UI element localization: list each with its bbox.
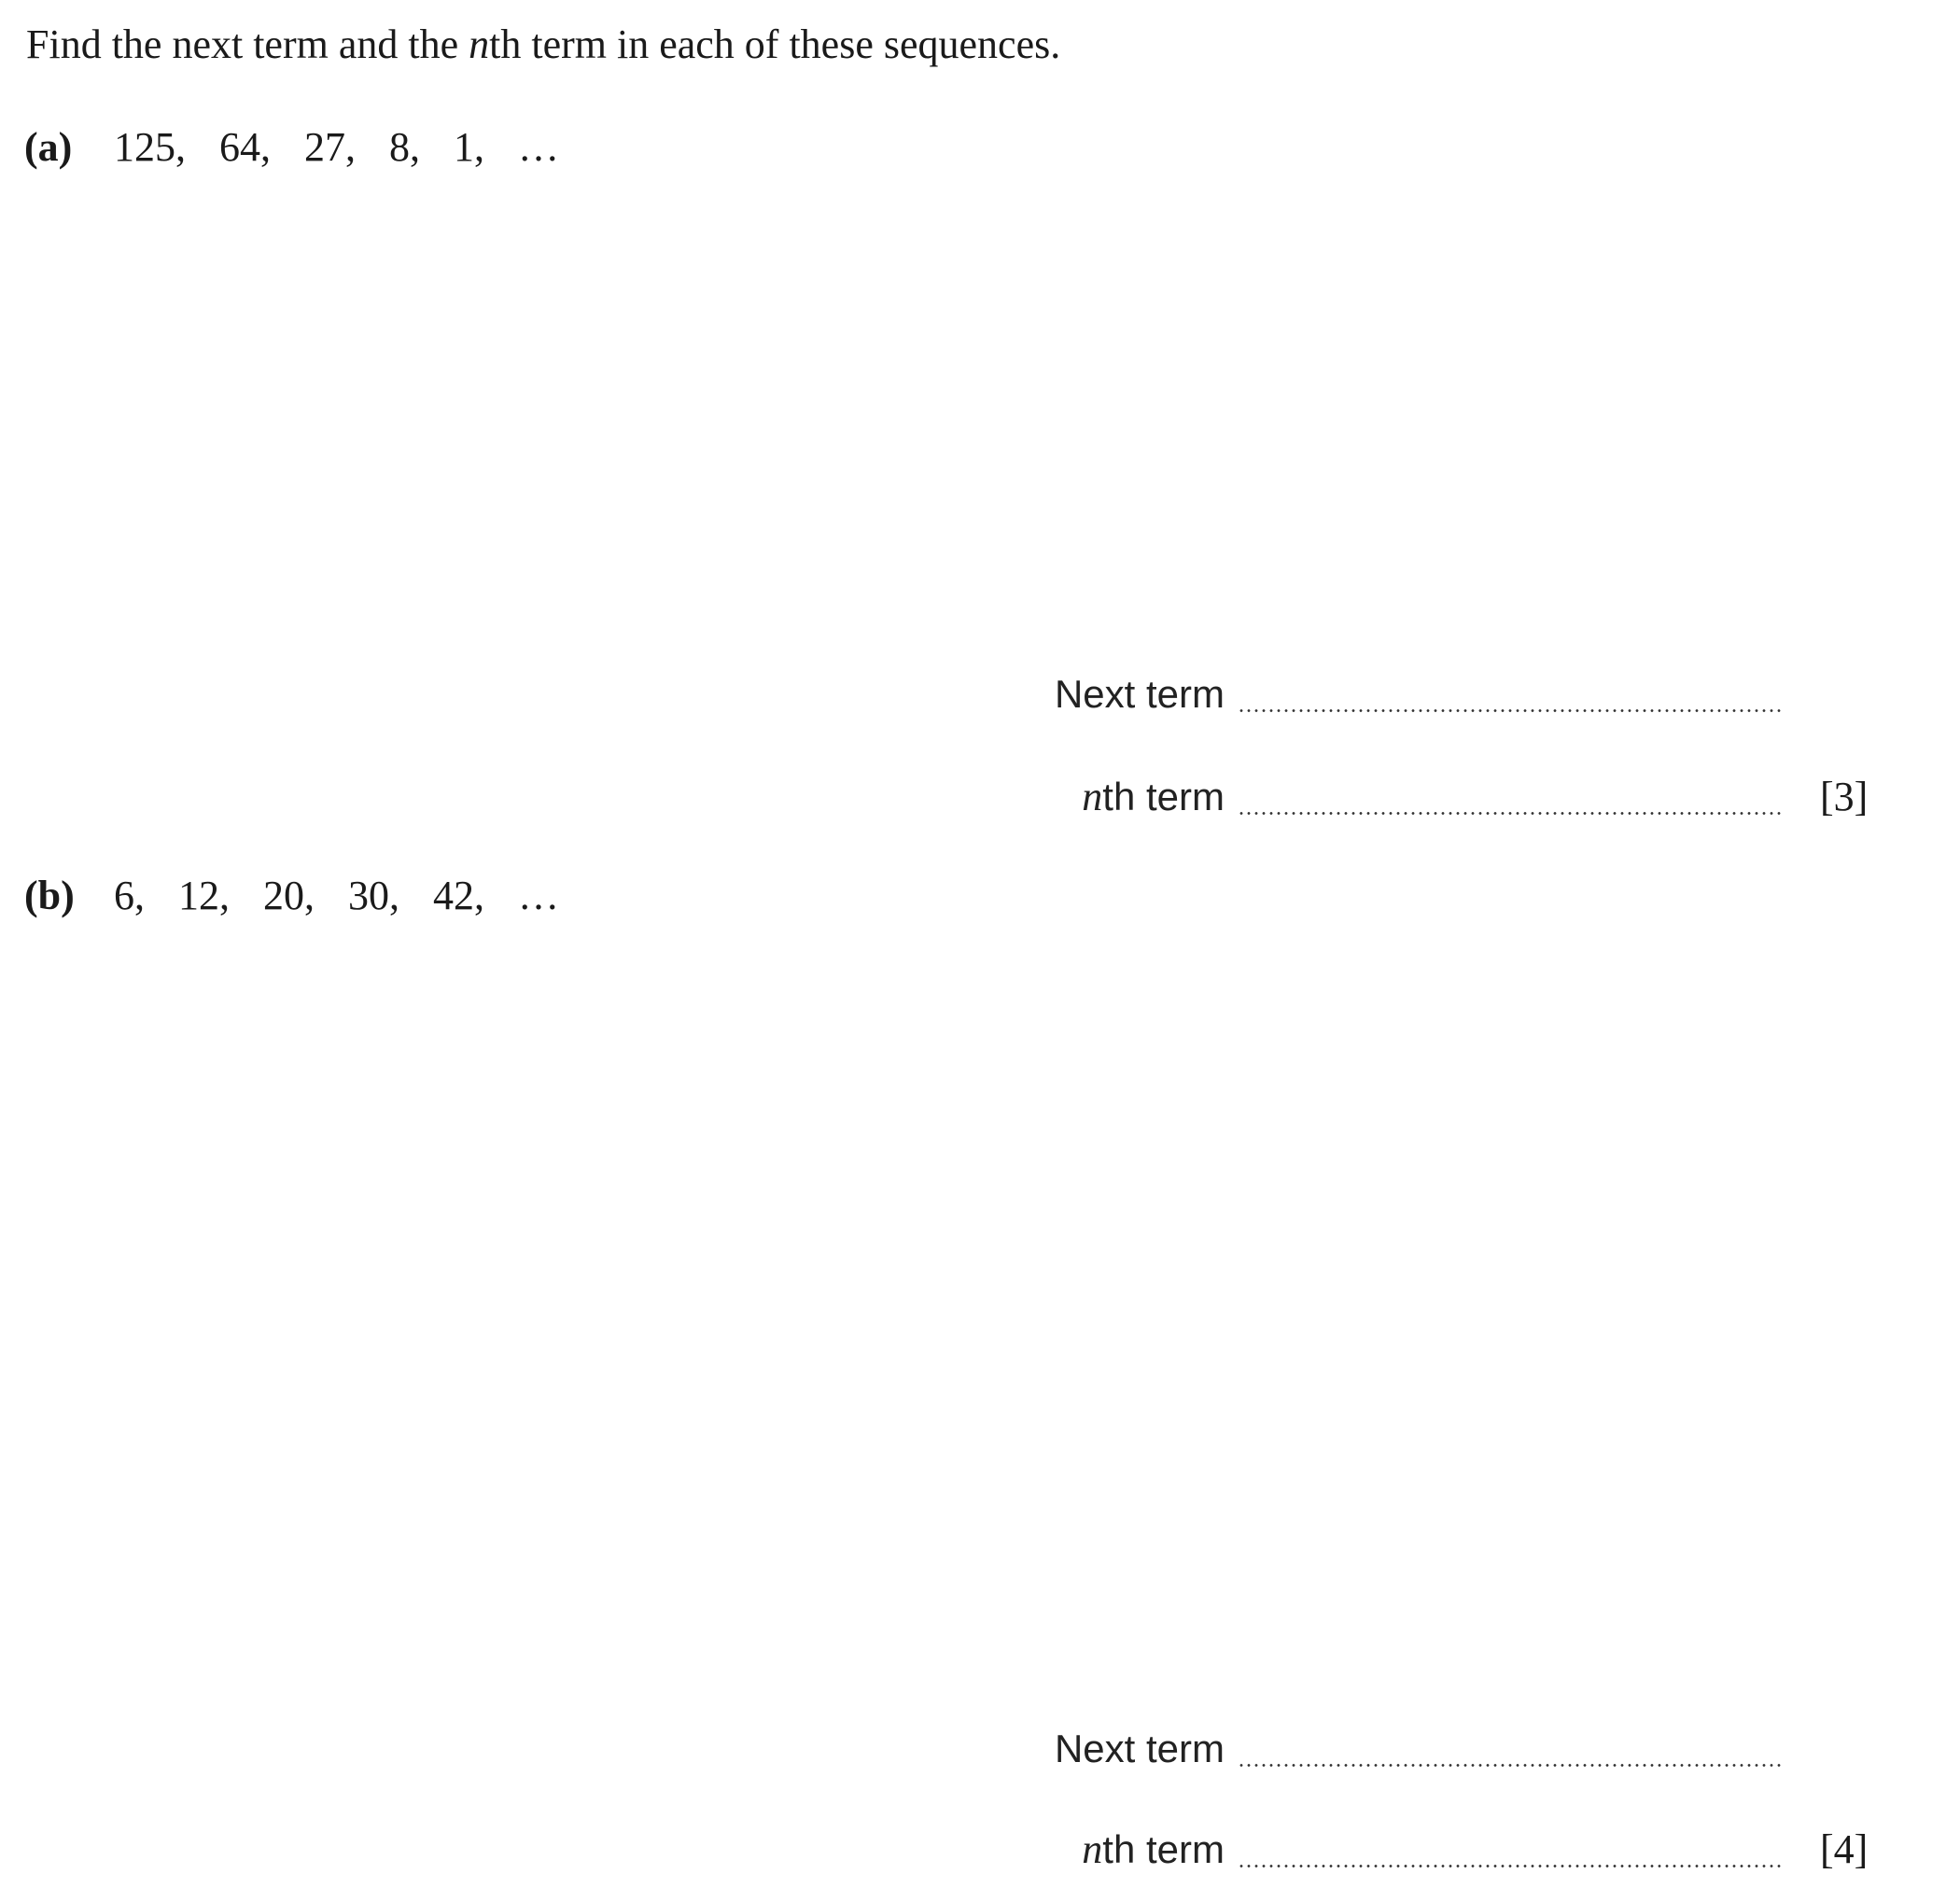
sequence-term: 6, bbox=[114, 873, 145, 918]
part-a-next-term-dotted-line bbox=[1238, 709, 1785, 712]
sequence-term: 64, bbox=[219, 124, 271, 170]
nth-term-text: th term bbox=[1102, 1827, 1225, 1871]
part-a-marks: [3] bbox=[1820, 774, 1869, 819]
instruction-text-after: th term in each of these sequences. bbox=[489, 21, 1061, 67]
sequence-term: 30, bbox=[348, 873, 399, 918]
sequence-term: 20, bbox=[263, 873, 315, 918]
part-b-next-term-label: Next term bbox=[1054, 1727, 1225, 1770]
part-a-nth-term-answer[interactable] bbox=[1238, 771, 1785, 823]
part-a-label: (a) bbox=[24, 124, 73, 170]
part-b-next-term-answer[interactable] bbox=[1238, 1723, 1785, 1775]
nth-term-text: th term bbox=[1102, 775, 1225, 818]
instruction-italic-n: n bbox=[469, 21, 490, 67]
part-b-label: (b) bbox=[24, 873, 75, 918]
sequence-term: 12, bbox=[178, 873, 230, 918]
part-b-sequence bbox=[24, 868, 559, 924]
sequence-term: 125, bbox=[114, 124, 186, 170]
part-b-nth-term-dotted-line bbox=[1238, 1865, 1785, 1867]
part-b-nth-term-row bbox=[0, 1824, 1225, 1876]
sequence-term: 8, bbox=[389, 124, 420, 170]
sequence-term: 27, bbox=[304, 124, 356, 170]
sequence-ellipsis: … bbox=[518, 873, 559, 918]
part-b-nth-term-label bbox=[1082, 1824, 1225, 1876]
sequence-term: 42, bbox=[433, 873, 484, 918]
part-b-next-term-dotted-line bbox=[1238, 1764, 1785, 1767]
part-a-nth-term-label bbox=[1082, 771, 1225, 823]
instruction-text-before: Find the next term and the bbox=[26, 21, 469, 67]
part-a-next-term-row bbox=[0, 668, 1225, 720]
part-a-sequence bbox=[24, 119, 559, 175]
part-a-next-term-label: Next term bbox=[1054, 672, 1225, 716]
part-b-nth-term-answer[interactable] bbox=[1238, 1824, 1785, 1876]
part-b-next-term-row bbox=[0, 1723, 1225, 1775]
part-a-nth-term-dotted-line bbox=[1238, 812, 1785, 815]
part-a-next-term-answer[interactable] bbox=[1238, 668, 1785, 720]
nth-italic-n: n bbox=[1082, 1826, 1103, 1872]
question-instruction bbox=[26, 17, 1060, 73]
sequence-ellipsis: … bbox=[518, 124, 559, 170]
nth-italic-n: n bbox=[1082, 774, 1103, 819]
part-a-nth-term-row bbox=[0, 771, 1225, 823]
sequence-term: 1, bbox=[454, 124, 484, 170]
part-b-marks: [4] bbox=[1820, 1826, 1869, 1872]
